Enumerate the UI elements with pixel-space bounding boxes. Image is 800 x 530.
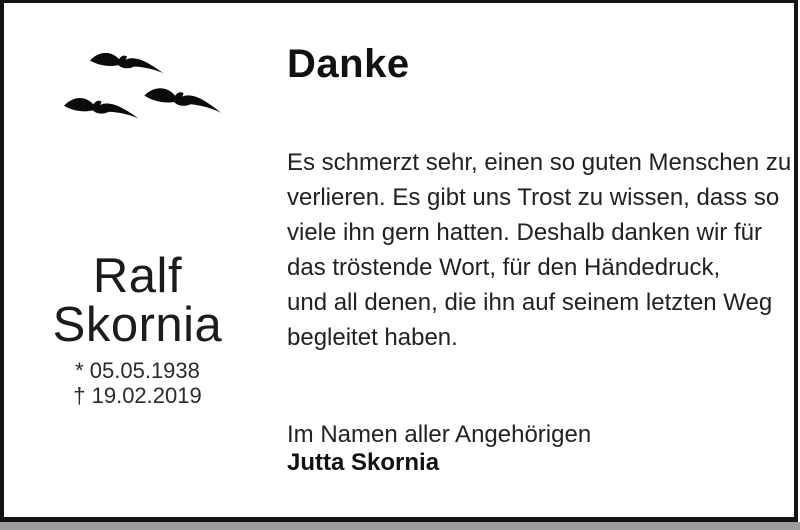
deceased-last-name: Skornia bbox=[52, 298, 223, 352]
signature-name: Jutta Skornia bbox=[287, 449, 440, 476]
message-line: begleitet haben. bbox=[287, 324, 458, 351]
page-title: Danke bbox=[287, 42, 410, 86]
message-line: das tröstende Wort, für den Händedruck, bbox=[287, 254, 721, 281]
death-date: † 19.02.2019 bbox=[73, 383, 202, 408]
message-line: viele ihn gern hatten. Deshalb danken wir für bbox=[287, 219, 762, 246]
life-dates bbox=[35, 358, 240, 408]
flying-birds-icon bbox=[50, 40, 250, 130]
in-name-of-line: Im Namen aller Angehörigen bbox=[287, 421, 592, 448]
scan-shadow-strip bbox=[0, 522, 800, 530]
gull-icon-top bbox=[90, 53, 163, 73]
message-line: verlieren. Es gibt uns Trost zu wissen, dass so bbox=[287, 184, 780, 211]
message-line: Es schmerzt sehr, einen so guten Menschen zu bbox=[287, 149, 792, 176]
birth-date: * 05.05.1938 bbox=[75, 358, 200, 383]
closing-block bbox=[287, 421, 591, 477]
message-line: und all denen, die ihn auf seinem letzten Weg bbox=[287, 289, 773, 316]
deceased-name-block bbox=[35, 249, 240, 408]
gull-icon-bottom-right bbox=[144, 87, 223, 112]
condolence-message bbox=[287, 145, 791, 355]
gull-icon-bottom-left bbox=[64, 98, 138, 118]
deceased-first-name: Ralf bbox=[92, 249, 183, 303]
